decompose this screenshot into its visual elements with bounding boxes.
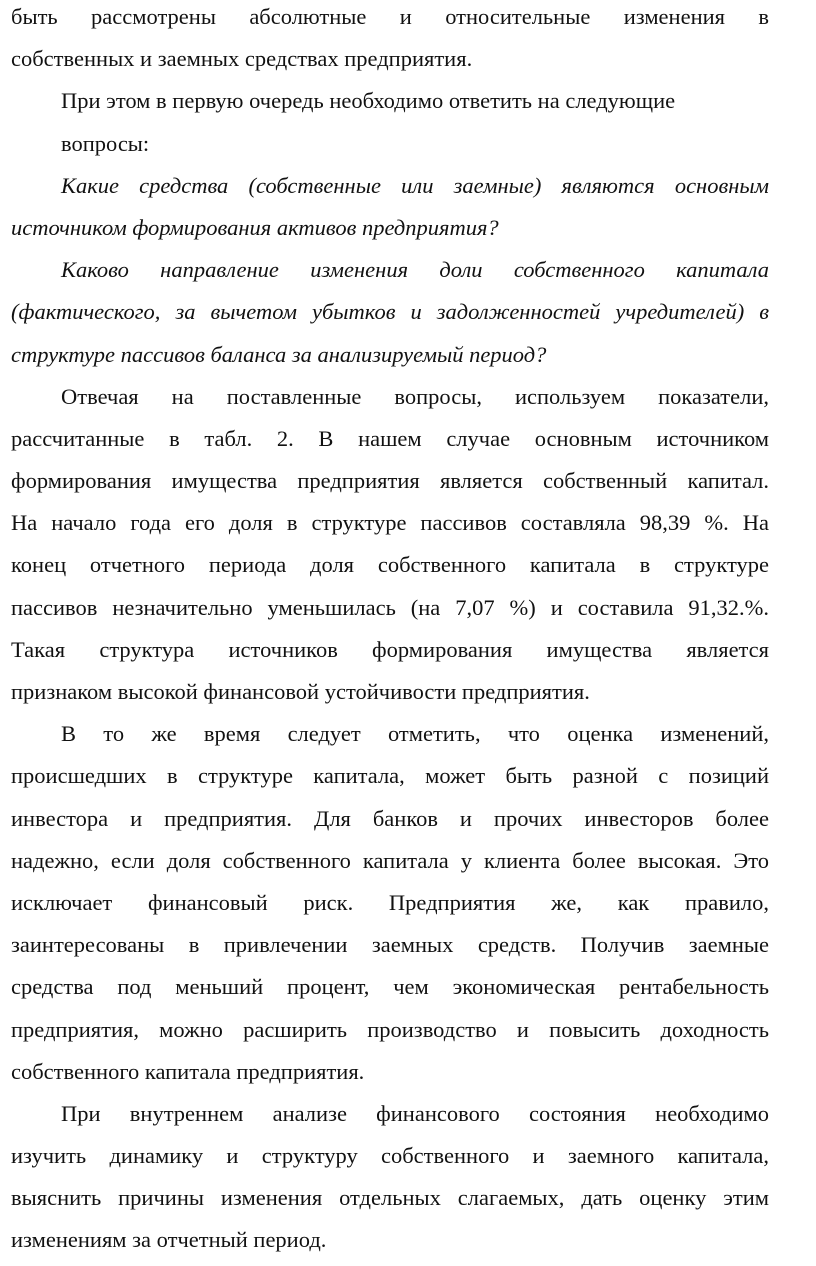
text-line: изменениям за отчетный период. — [11, 1227, 327, 1253]
text-line: В то же время следует отметить, что оценка изменений, — [61, 721, 769, 747]
text-line: рассчитанные в табл. 2. В нашем случае основным источником — [11, 425, 769, 451]
text-line: На начало года его доля в структуре пассивов составляла 98,39 %. На — [11, 510, 769, 536]
text-line: изучить динамику и структуру собственного и заемного капитала, — [11, 1143, 769, 1169]
text-line: собственных и заемных средствах предприятия. — [11, 46, 473, 72]
paragraph-question-1 — [11, 165, 769, 249]
text-line: заинтересованы в привлечении заемных средств. Получив заемные — [11, 932, 769, 958]
paragraph-2 — [11, 80, 769, 164]
paragraph-1 — [11, 0, 769, 80]
text-line: выяснить причины изменения отдельных слагаемых, дать оценку этим — [11, 1185, 769, 1211]
text-line: Такая структура источников формирования имущества является — [11, 636, 769, 662]
paragraph-internal-analysis — [11, 1093, 769, 1262]
text-line: признаком высокой финансовой устойчивости предприятия. — [11, 679, 590, 704]
text-line: При этом в первую очередь необходимо ответить на следующие — [61, 88, 676, 114]
text-line: средства под меньший процент, чем экономическая рентабельность — [11, 974, 769, 1000]
text-line: собственного капитала предприятия. — [11, 1058, 365, 1084]
paragraph-question-2 — [11, 249, 769, 376]
text-line: (фактического, за вычетом убытков и задолженностей учредителей) в — [11, 299, 769, 325]
text-line: Отвечая на поставленные вопросы, используем показатели, — [61, 383, 769, 409]
paragraph-answer — [11, 376, 769, 714]
text-line: вопросы: — [61, 130, 150, 156]
document-page — [11, 0, 769, 1262]
text-line: пассивов незначительно уменьшилась (на 7,07 %) и составила 91,32.%. — [11, 594, 769, 620]
text-line: При внутреннем анализе финансового состояния необходимо — [61, 1100, 769, 1126]
text-line: происшедших в структуре капитала, может быть разной с позиций — [11, 763, 769, 789]
text-line: Каково направление изменения доли собственного капитала — [61, 257, 769, 283]
text-line: надежно, если доля собственного капитала у клиента более высокая. Это — [11, 847, 769, 873]
text-line: Какие средства (собственные или заемные) являются основным — [61, 172, 769, 198]
paragraph-capital-structure — [11, 713, 769, 1093]
text-line: структуре пассивов баланса за анализируемый период? — [11, 341, 547, 367]
text-line: исключает финансовый риск. Предприятия же, как правило, — [11, 889, 769, 915]
text-line: предприятия, можно расширить производство и повысить доходность — [11, 1016, 769, 1042]
text-line: быть рассмотрены абсолютные и относительные изменения в — [11, 4, 769, 29]
text-line: источником формирования активов предприятия? — [11, 214, 499, 240]
text-line: формирования имущества предприятия является собственный капитал. — [11, 468, 769, 494]
text-line: инвестора и предприятия. Для банков и прочих инвесторов более — [11, 805, 769, 831]
text-line: конец отчетного периода доля собственного капитала в структуре — [11, 552, 769, 578]
